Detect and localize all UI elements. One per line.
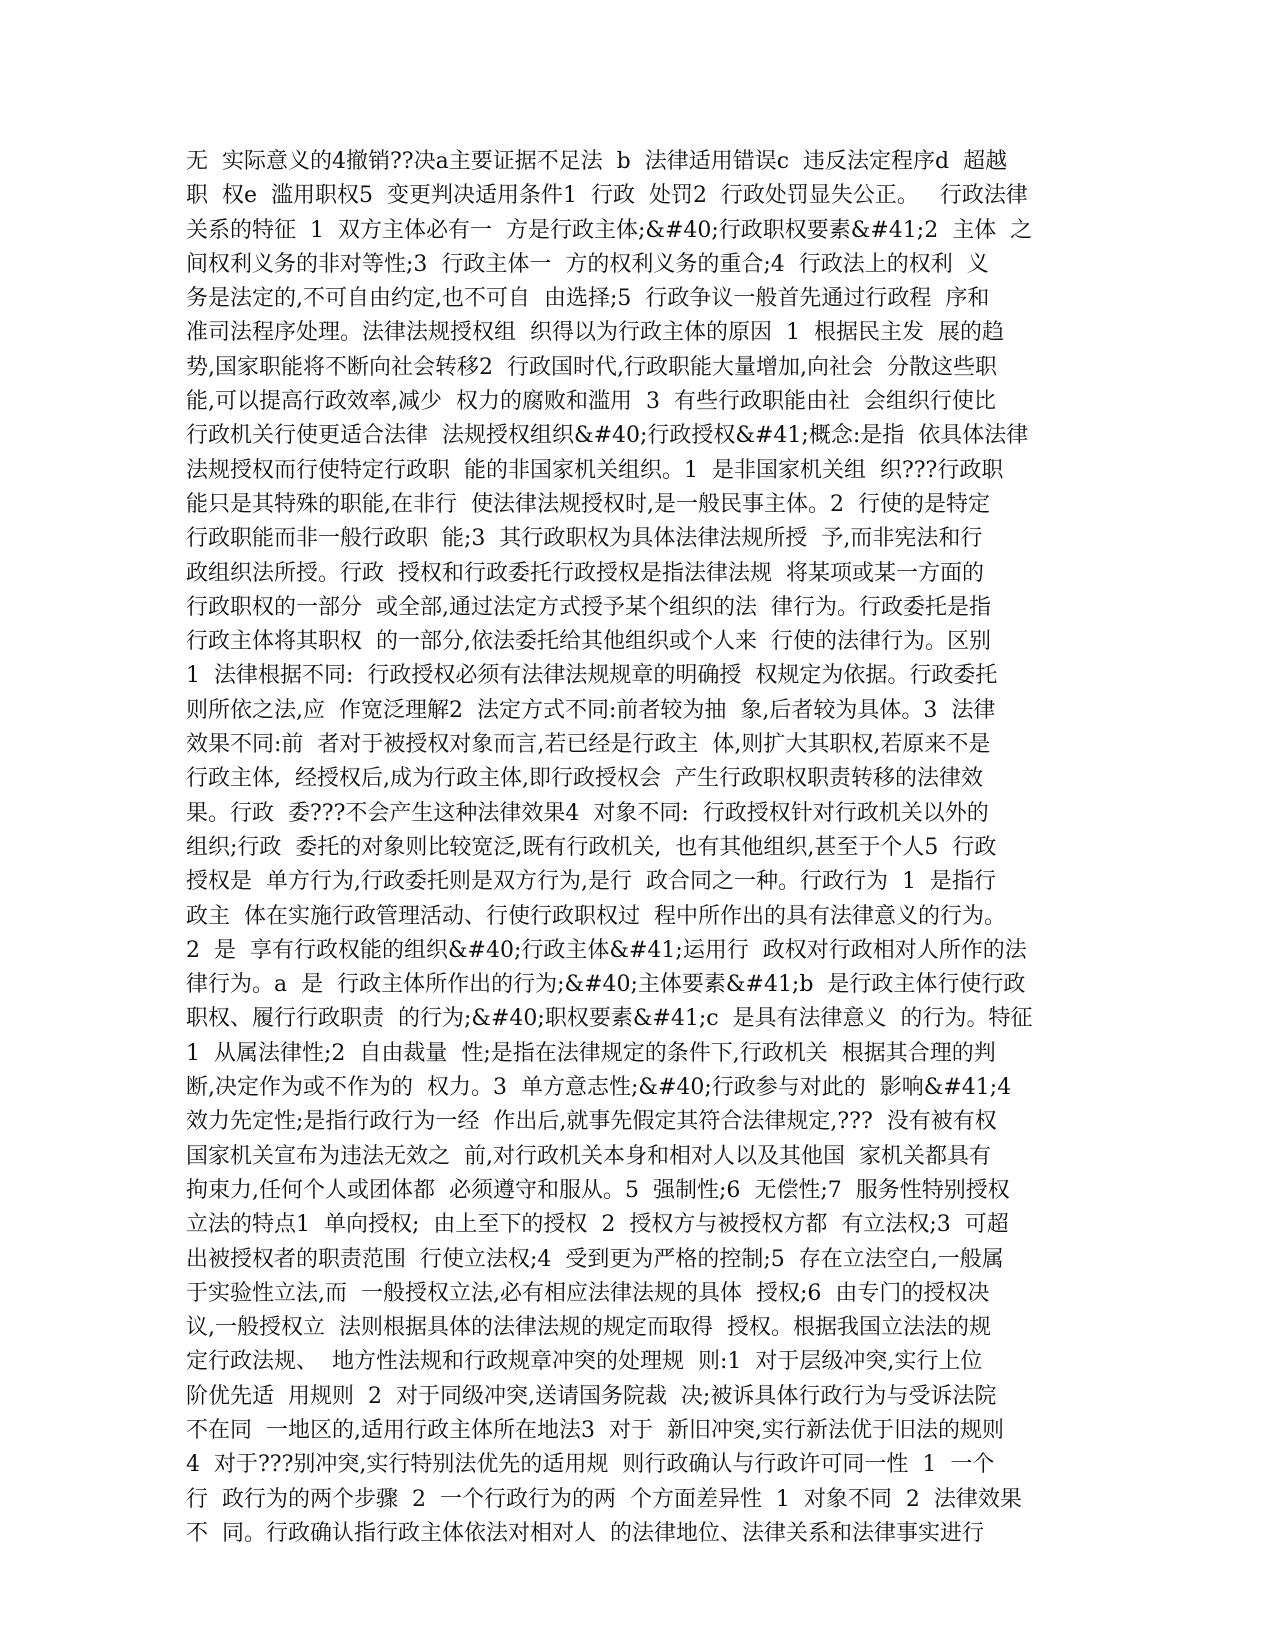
text-line: 拘束力,任何个人或团体都 必须遵守和服从。5 强制性;6 无偿性;7 服务性特别授权 — [186, 1177, 1010, 1203]
text-line: 行政职权的一部分 或全部,通过法定方式授予某个组织的法 律行为。行政委托是指 — [186, 594, 991, 620]
text-line: 关系的特征 1 双方主体必有一 方是行政主体;&#40;行政职权要素&#41;2 主体 之 — [186, 217, 1033, 243]
text-line: 职 权e 滥用职权5 变更判决适用条件1 行政 处罚2 行政处罚显失公正。 行政法律 — [186, 183, 1028, 209]
text-line: 行 政行为的两个步骤 2 一个行政行为的两 个方面差异性 1 对象不同 2 法律效果 — [186, 1486, 1022, 1512]
text-line: 果。行政 委???不会产生这种法律效果4 对象不同: 行政授权针对行政机关以外的 — [186, 800, 989, 826]
text-line: 1 法律根据不同: 行政授权必须有法律法规规章的明确授 权规定为依据。行政委托 — [186, 663, 998, 689]
text-line: 法规授权而行使特定行政职 能的非国家机关组织。1 是非国家机关组 织???行政职 — [186, 457, 1004, 483]
text-line: 政主 体在实施行政管理活动、行使行政职权过 程中所作出的具有法律意义的行为。 — [186, 903, 1006, 929]
text-line: 则所依之法,应 作宽泛理解2 法定方式不同:前者较为抽 象,后者较为具体。3 法律 — [186, 697, 996, 723]
text-line: 能只是其特殊的职能,在非行 使法律法规授权时,是一般民事主体。2 行使的是特定 — [186, 491, 990, 517]
text-line: 断,决定作为或不作为的 权力。3 单方意志性;&#40;行政参与对此的 影响&#41;4 — [186, 1075, 1012, 1101]
text-line: 立法的特点1 单向授权; 由上至下的授权 2 授权方与被授权方都 有立法权;3 可超 — [186, 1212, 1009, 1238]
text-line: 4 对于???别冲突,实行特别法优先的适用规 则行政确认与行政许可同一性 1 一个 — [186, 1452, 995, 1478]
text-line: 组织;行政 委托的对象则比较宽泛,既有行政机关, 也有其他组织,甚至于个人5 行政 — [186, 834, 997, 860]
text-line: 行政主体将其职权 的一部分,依法委托给其他组织或个人来 行使的法律行为。区别 — [186, 629, 991, 655]
text-line: 1 从属法律性;2 自由裁量 性;是指在法律规定的条件下,行政机关 根据其合理的判 — [186, 1040, 996, 1066]
text-line: 定行政法规、 地方性法规和行政规章冲突的处理规 则:1 对于层级冲突,实行上位 — [186, 1349, 983, 1375]
text-line: 不 同。行政确认指行政主体依法对相对人 的法律地位、法律关系和法律事实进行 — [186, 1520, 984, 1546]
text-line: 效果不同:前 者对于被授权对象而言,若已经是行政主 体,则扩大其职权,若原来不是 — [186, 732, 991, 758]
text-line: 律行为。a 是 行政主体所作出的行为;&#40;主体要素&#41;b 是行政主体行使行政 — [186, 972, 1026, 998]
text-line: 行政主体, 经授权后,成为行政主体,即行政授权会 产生行政职权职责转移的法律效 — [186, 766, 983, 792]
text-line: 阶优先适 用规则 2 对于同级冲突,送请国务院裁 决;被诉具体行政行为与受诉法院 — [186, 1383, 997, 1409]
text-line: 国家机关宣布为违法无效之 前,对行政机关本身和相对人以及其他国 家机关都具有 — [186, 1143, 991, 1169]
text-line: 行政机关行使更适合法律 法规授权组织&#40;行政授权&#41;概念:是指 依具体法律 — [186, 423, 1029, 449]
text-line: 出被授权者的职责范围 行使立法权;4 受到更为严格的控制;5 存在立法空白,一般属 — [186, 1246, 1004, 1272]
text-line: 务是法定的,不可自由约定,也不可自 由选择;5 行政争议一般首先通过行政程 序和 — [186, 286, 990, 312]
text-line: 无 实际意义的4撤销??决a主要证据不足法 b 法律适用错误c 违反法定程序d 超越 — [186, 149, 1008, 174]
text-line: 议,一般授权立 法则根据具体的法律法规的规定而取得 授权。根据我国立法法的规 — [186, 1315, 991, 1341]
text-line: 授权是 单方行为,行政委托则是双方行为,是行 政合同之一种。行政行为 1 是指行 — [186, 869, 996, 895]
text-line: 不在同 一地区的,适用行政主体所在地法3 对于 新旧冲突,实行新法优于旧法的规则 — [186, 1417, 1004, 1443]
text-line: 职权、履行行政职责 的行为;&#40;职权要素&#41;c 是具有法律意义 的行为。特征 — [186, 1006, 1033, 1032]
text-line: 势,国家职能将不断向社会转移2 行政国时代,行政职能大量增加,向社会 分散这些职 — [186, 354, 997, 380]
text-line: 行政职能而非一般行政职 能;3 其行政职权为具体法律法规所授 予,而非宪法和行 — [186, 526, 983, 552]
body-text — [186, 145, 1086, 1551]
text-line: 效力先定性;是指行政行为一经 作出后,就事先假定其符合法律规定,??? 没有被有权 — [186, 1109, 997, 1135]
text-line: 于实验性立法,而 一般授权立法,必有相应法律法规的具体 授权;6 由专门的授权决 — [186, 1280, 990, 1306]
text-line: 政组织法所授。行政 授权和行政委托行政授权是指法律法规 将某项或某一方面的 — [186, 560, 984, 586]
text-line: 准司法程序处理。法律法规授权组 织得以为行政主体的原因 1 根据民主发 展的趋 — [186, 320, 1004, 346]
text-line: 能,可以提高行政效率,减少 权力的腐败和滥用 3 有些行政职能由社 会组织行使比 — [186, 389, 996, 415]
text-line: 2 是 享有行政权能的组织&#40;行政主体&#41;运用行 政权对行政相对人所作的法 — [186, 937, 1027, 963]
text-line: 间权利义务的非对等性;3 行政主体一 方的权利义务的重合;4 行政法上的权利 义 — [186, 251, 989, 277]
